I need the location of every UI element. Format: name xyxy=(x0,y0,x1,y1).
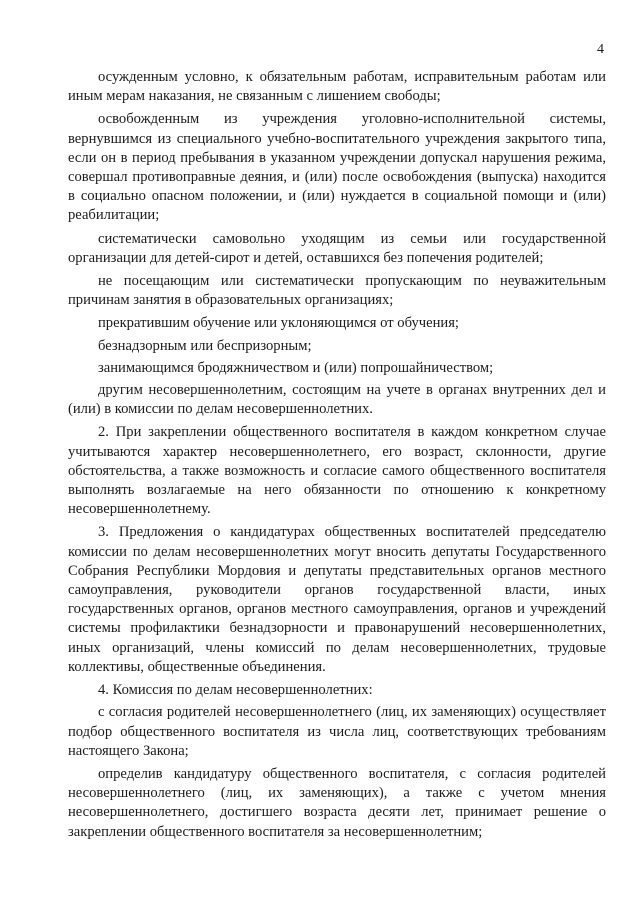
paragraph-homeless: безнадзорным или беспризорным; xyxy=(98,337,312,354)
paragraph-released: освобожденным из учреждения уголовно-исполнительной системы, вернувшимся из специального учебно-воспитательного учреждения закрытого типа, если он в период пребывания в указанном учреждении допускал нарушения режима, совершал противоправные деяния, и (или) после освобождения (выпуска) находится в социально опасном положении, и (или) нуждается в социальной помощи и (или) реабилитации; xyxy=(68,111,606,224)
paragraph-dropout: прекратившим обучение или уклоняющимся от обучения; xyxy=(98,315,459,332)
document-body xyxy=(68,68,606,846)
paragraph-truant: не посещающим или систематически пропускающим по неуважительным причинам занятия в образовательных организациях; xyxy=(68,273,606,309)
paragraph-section-4-selection: с согласия родителей несовершеннолетнего (лиц, их заменяющих) осуществляет подбор общественного воспитателя из числа лиц, соответствующих требованиям настоящего Закона; xyxy=(68,704,606,759)
paragraph-section-4-decision: определив кандидатуру общественного воспитателя, с согласия родителей несовершеннолетнего (лиц, их заменяющих), а также с учетом мнения несовершеннолетнего, достигшего возраста десяти лет, принимает решение о закреплении общественного воспитателя за несовершеннолетним; xyxy=(68,765,606,840)
paragraph-runaway: систематически самовольно уходящим из семьи или государственной организации для детей-сирот и детей, оставшихся без попечения родителей; xyxy=(68,230,606,266)
paragraph-convicted: осужденным условно, к обязательным работам, исправительным работам или иным мерам наказания, не связанным с лишением свободы; xyxy=(68,69,606,105)
page-number: 4 xyxy=(597,42,604,57)
paragraph-vagrancy: занимающимся бродяжничеством и (или) попрошайничеством; xyxy=(98,359,494,376)
paragraph-section-3: 3. Предложения о кандидатурах общественных воспитателей председателю комиссии по делам несовершеннолетних могут вносить депутаты Государственного Собрания Республики Мордовия и депутаты представительных органов местного самоуправления, руководители органов государственной власти, иных государственных органов, органов местного самоуправления, органов и учреждений системы профилактики безнадзорности и правонарушений несовершеннолетних, иных организаций, члены комиссий по делам несовершеннолетних, трудовые коллективы, общественные объединения. xyxy=(68,524,606,675)
paragraph-section-2: 2. При закреплении общественного воспитателя в каждом конкретном случае учитываются характер несовершеннолетнего, его возраст, склонности, другие обстоятельства, а также возможность и согласие самого общественного воспитателя выполнять возлагаемые на него обязанности по отношению к конкретному несовершеннолетнему. xyxy=(68,424,606,518)
paragraph-section-4-heading: 4. Комиссия по делам несовершеннолетних: xyxy=(98,682,373,699)
paragraph-registered: другим несовершеннолетним, состоящим на учете в органах внутренних дел и (или) в комиссии по делам несовершеннолетних. xyxy=(68,382,606,418)
